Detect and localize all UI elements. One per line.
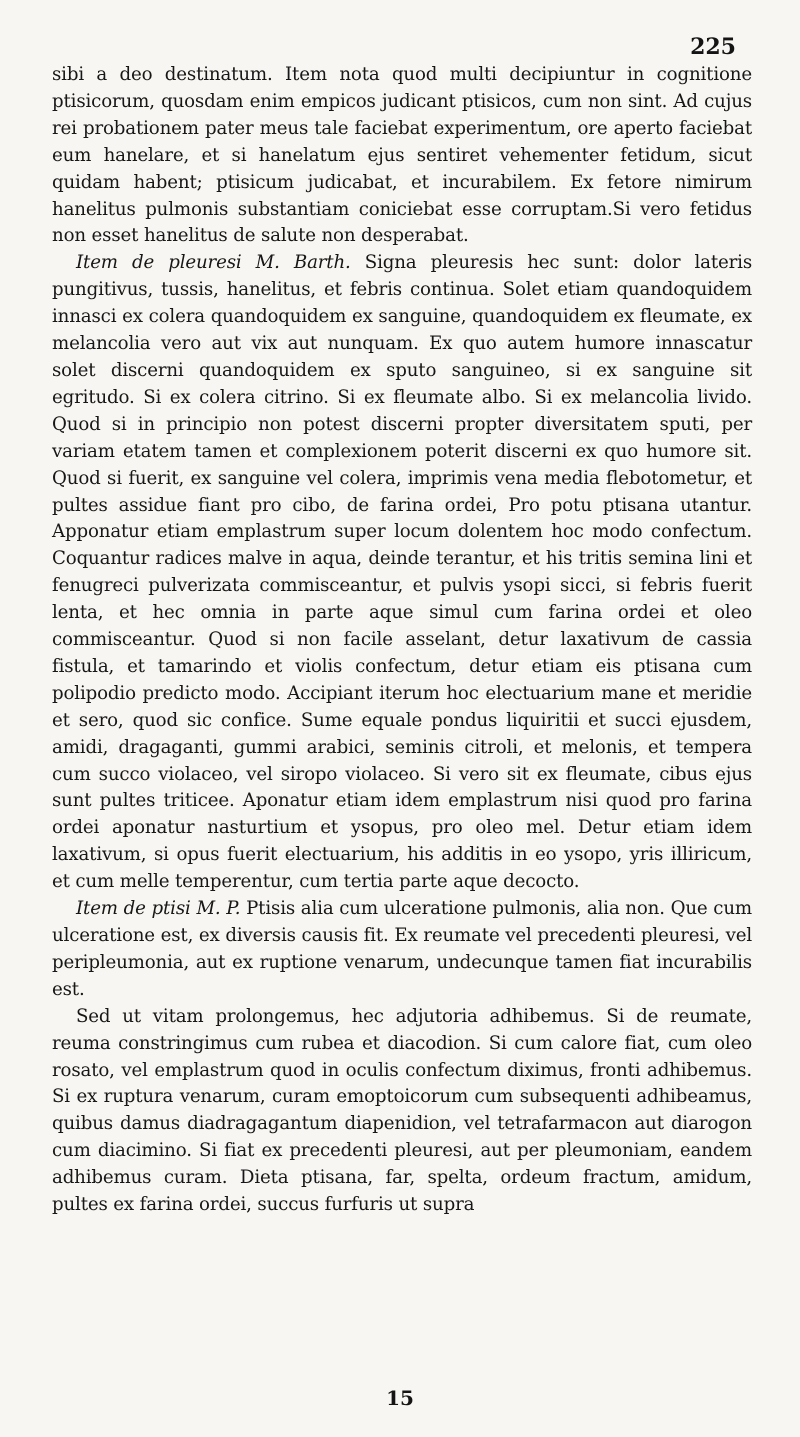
paragraph-2-text: Signa pleuresis hec sunt: dolor lateris pungitivus, tussis, hanelitus, et febris continua. Solet etiam quandoquidem innasci ex colera quandoquidem ex sanguine, quandoquidem ex fleumate, ex melancolia vero aut vix aut nunquam. Ex quo autem humore innascatur solet discerni quandoquidem ex sputo sanguineo, si ex sanguine sit egritudo. Si ex colera citrino. Si ex fleumate albo. Si ex melancolia livido. Quod si in principio non potest discerni propter diversitatem sputi, per variam etatem tamen et complexionem poterit discerni ex quo humore sit. Quod si fuerit, ex sanguine vel colera, imprimis vena media flebotometur, et pultes assidue fiant pro cibo, de farina ordei, Pro potu ptisana utantur. Apponatur etiam emplastrum super locum dolentem hoc modo confectum. Coquantur radices malve in aqua, deinde terantur, et his tritis semina lini et fenugreci pulverizata commisceantur, et pulvis ysopi sicci, si febris fuerit lenta, et hec omnia in parte aque simul cum farina ordei et oleo commisceantur. Quod si non facile asselant, detur laxativum de cassia fistula, et tamarindo et violis confectum, detur etiam eis ptisana cum polipodio predicto modo. Accipiant iterum hoc electuarium mane et meridie et sero, quod sic confice. Sume equale pondus liquiritii et succi ejusdem, amidi, dragaganti, gummi arabici, seminis citroli, et melonis, et tempera cum succo violaceo, vel siropo violaceo. Si vero sit ex fleumate, cibus ejus sunt pultes triticee. Aponatur etiam idem emplastrum nisi quod pro farina ordei aponatur nasturtium et ysopus, pro oleo mel. Detur etiam idem laxativum, si opus fuerit electuarium, his additis in eo ysopo, yris illiricum, et cum melle temperentur, cum tertia parte aque decocto. xyxy=(52,252,753,893)
paragraph-4-text: Sed ut vitam prolongemus, hec adjutoria adhibemus. Si de reumate, reuma constringimus cum rubea et diacodion. Si cum calore fiat, cum oleo rosato, vel emplastrum quod in oculis confectum diximus, fronti adhibemus. Si ex ruptura venarum, curam emoptoicorum cum subsequenti adhibeamus, quibus damus diadragagantum diapenidion, vel tetrafarmacon aut diarogon cum diacimino. Si fiat ex precedenti pleuresi, aut per pleumoniam, eandem adhibemus curam. Dieta ptisana, far, spelta, ordeum fractum, amidum, pultes ex farina ordei, succus furfuris ut supra xyxy=(52,1005,752,1216)
paragraph-1 xyxy=(52,62,752,250)
paragraph-1-text: sibi a deo destinatum. Item nota quod multi decipiuntur in cognitione ptisicorum, quosdam enim empicos judicant ptisicos, cum non sint. Ad cujus rei probationem pater meus tale faciebat experimentum, ore aperto faciebat eum hanelare, et si hanelatum ejus sentiret vehementer fetidum, sicut quidam habent; ptisicum judicabat, et incurabilem. Ex fetore nimirum hanelitus pulmonis substantiam coniciebat esse corruptam.Si vero fetidus non esset hanelitus de salute non desperabat. xyxy=(52,64,752,247)
body-text xyxy=(52,62,752,1219)
signature-mark: 15 xyxy=(386,1386,414,1410)
paragraph-3-text: Ptisis alia cum ulceratione pulmonis, alia non. Que cum ulceratione est, ex diversis causis fit. Ex reumate vel precedenti pleuresi, vel peripleumonia, aut ex ruptione venarum, undecunque tamen fiat incurabilis est. xyxy=(52,898,752,1000)
paragraph-2-rubric: Item de pleuresi M. Barth. xyxy=(76,252,351,274)
paragraph-2 xyxy=(52,250,752,896)
paragraph-3-rubric: Item de ptisi M. P. xyxy=(76,898,241,920)
paragraph-3 xyxy=(52,896,752,1004)
page-number: 225 xyxy=(690,34,736,60)
paragraph-4 xyxy=(52,1004,752,1219)
